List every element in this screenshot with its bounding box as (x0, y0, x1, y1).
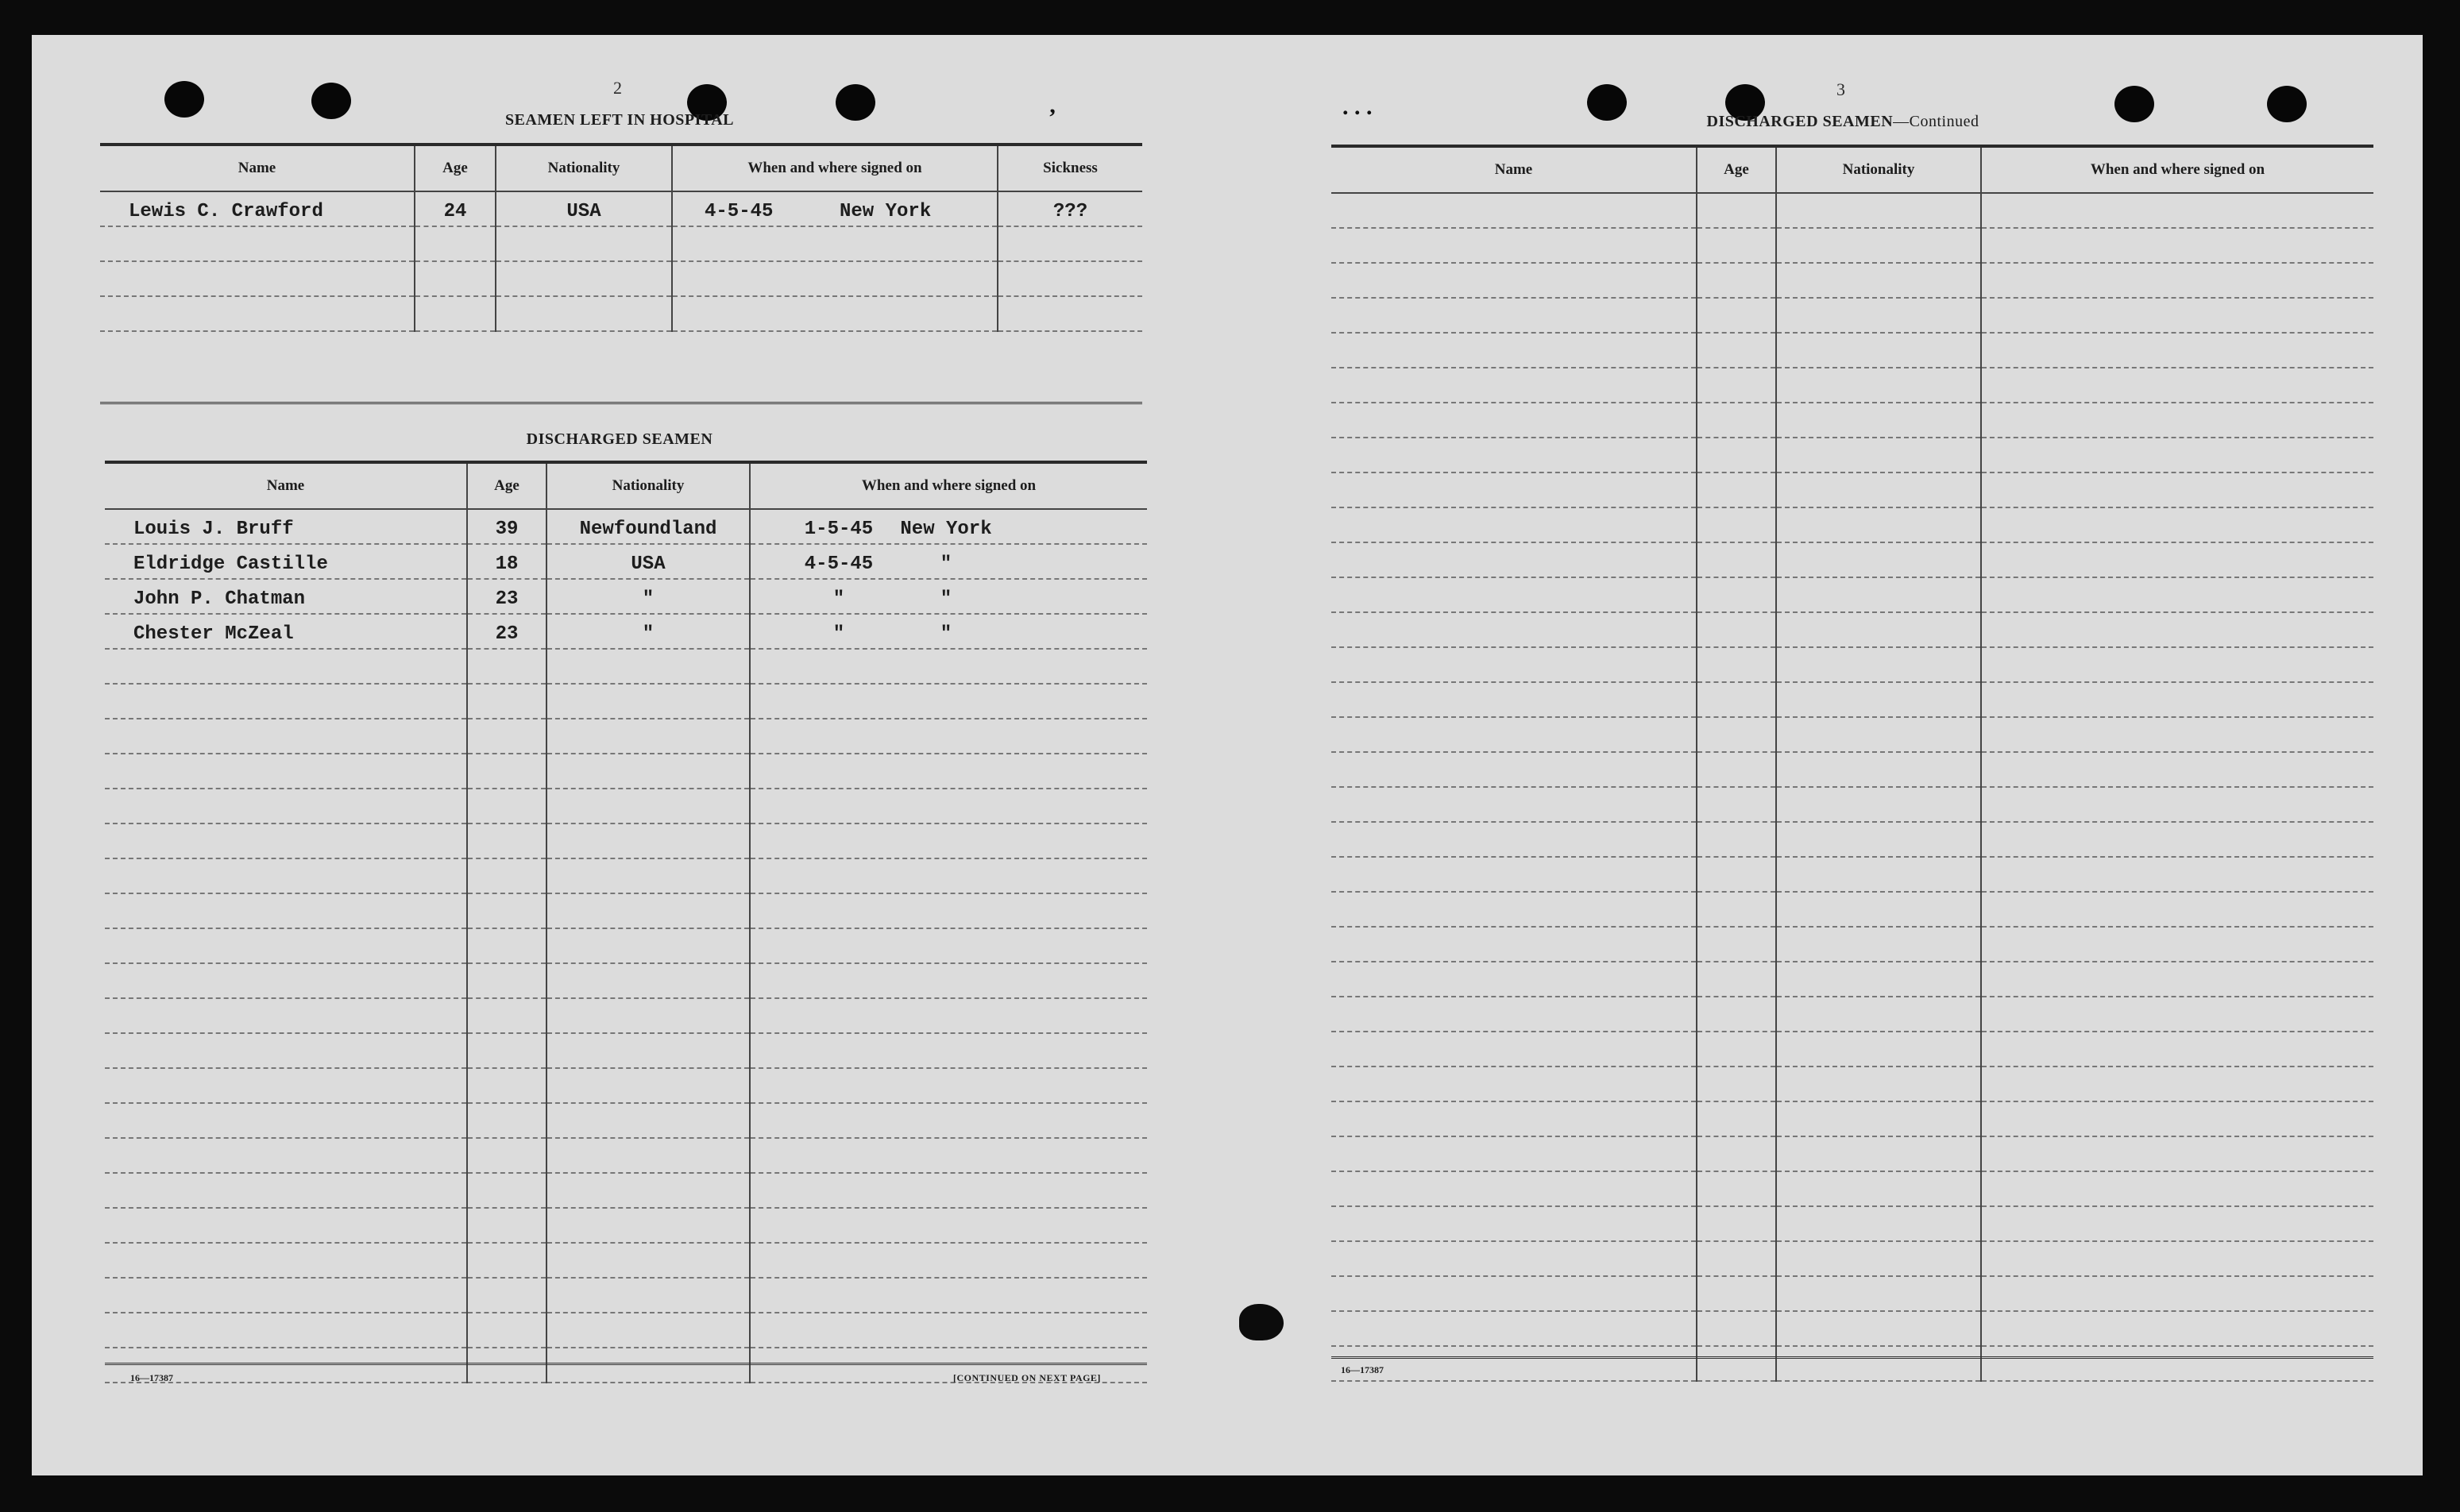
table-row (105, 509, 1147, 544)
table-row (1331, 997, 2373, 1032)
seaman-age: 18 (467, 544, 546, 579)
seaman-name: John P. Chatman (105, 579, 467, 614)
table-row (1331, 472, 2373, 507)
table-row (1331, 647, 2373, 682)
seaman-age: 39 (467, 509, 546, 544)
table-row (105, 998, 1147, 1033)
table-row (105, 824, 1147, 858)
header-age: Age (415, 145, 496, 191)
continued-note: [CONTINUED ON NEXT PAGE] (953, 1372, 1101, 1383)
seaman-age: 24 (415, 191, 496, 226)
hospital-section-title: SEAMEN LEFT IN HOSPITAL (504, 111, 735, 129)
form-number: 16—17387 (1341, 1364, 1384, 1375)
table-row (105, 579, 1147, 614)
signed-on-date: 4-5-45 (804, 554, 874, 575)
signed-on-cell (750, 544, 1147, 579)
table-row (1331, 857, 2373, 892)
table-row (105, 1173, 1147, 1208)
table-row (100, 261, 1142, 296)
scanned-document (32, 35, 2423, 1475)
table-row (1331, 1241, 2373, 1276)
header-nationality: Nationality (546, 462, 750, 509)
seaman-nationality: " (546, 579, 750, 614)
page-number: 2 (613, 78, 622, 98)
hospital-table-header (100, 145, 1142, 191)
seaman-nationality: USA (496, 191, 672, 226)
table-row (1331, 612, 2373, 647)
table-row (1331, 1136, 2373, 1171)
signed-on-place: " (940, 554, 952, 575)
punch-hole (164, 81, 204, 118)
table-row (105, 1103, 1147, 1138)
table-bottom-rule (105, 1363, 1147, 1365)
left-page (32, 35, 1223, 1475)
table-row (1331, 717, 2373, 752)
table-row (105, 928, 1147, 963)
table-row (105, 754, 1147, 789)
table-row (1331, 1171, 2373, 1206)
table-row (1331, 927, 2373, 962)
table-row (1331, 193, 2373, 228)
pen-mark: . . . (1342, 94, 1373, 120)
header-name: Name (1331, 146, 1697, 193)
table-row (1331, 403, 2373, 438)
table-row (105, 963, 1147, 998)
signed-on-cell (750, 614, 1147, 649)
ink-blot (1239, 1304, 1284, 1340)
header-nationality: Nationality (1776, 146, 1981, 193)
header-sickness: Sickness (998, 145, 1142, 191)
table-row (1331, 228, 2373, 263)
punch-hole (311, 83, 351, 119)
table-row (105, 1278, 1147, 1313)
header-age: Age (1697, 146, 1776, 193)
signed-on-place: " (940, 588, 952, 610)
table-row (1331, 1101, 2373, 1136)
section-title-suffix: —Continued (1893, 113, 1979, 130)
signed-on-place: New York (900, 519, 992, 540)
sickness: ??? (998, 191, 1142, 226)
discharged-section-title: DISCHARGED SEAMEN (526, 430, 713, 448)
table-row (105, 1033, 1147, 1068)
signed-on-date: " (832, 588, 845, 610)
discharged-continued-table (1331, 145, 2373, 1382)
signed-on-date: " (832, 623, 845, 645)
seaman-name: Eldridge Castille (105, 544, 467, 579)
punch-hole (1587, 84, 1627, 121)
table-row (105, 1068, 1147, 1103)
signed-on-date: 1-5-45 (804, 519, 874, 540)
header-age: Age (467, 462, 546, 509)
table-row (1331, 1311, 2373, 1346)
pen-mark: ‚ (1048, 92, 1056, 118)
discharged-table-header (105, 462, 1147, 509)
punch-hole (836, 84, 875, 121)
table-bottom-rule (100, 402, 1142, 404)
table-row (1331, 787, 2373, 822)
signed-on-place: New York (840, 201, 932, 222)
table-row (1331, 892, 2373, 927)
signed-on-cell (750, 509, 1147, 544)
discharged-table (105, 461, 1147, 1383)
header-nationality: Nationality (496, 145, 672, 191)
table-row (1331, 263, 2373, 298)
table-row (105, 1138, 1147, 1173)
table-row (1331, 1206, 2373, 1241)
form-number: 16—17387 (130, 1372, 173, 1383)
continued-table-header (1331, 146, 2373, 193)
signed-on-date: 4-5-45 (705, 201, 774, 222)
table-row (1331, 298, 2373, 333)
table-bottom-rule (1331, 1356, 2373, 1359)
seaman-nationality: Newfoundland (546, 509, 750, 544)
table-row (1331, 822, 2373, 857)
header-signed-on: When and where signed on (672, 145, 998, 191)
punch-hole (2267, 86, 2307, 122)
table-row (1331, 1276, 2373, 1311)
table-row (1331, 368, 2373, 403)
table-row (1331, 752, 2373, 787)
seaman-name: Louis J. Bruff (105, 509, 467, 544)
table-row (105, 789, 1147, 824)
signed-on-place: " (940, 623, 952, 645)
table-row (1331, 438, 2373, 472)
seaman-nationality: " (546, 614, 750, 649)
table-row (1331, 1066, 2373, 1101)
seaman-name: Chester McZeal (105, 614, 467, 649)
table-row (1331, 333, 2373, 368)
table-row (1331, 542, 2373, 577)
table-row (1331, 507, 2373, 542)
table-row (105, 719, 1147, 754)
header-signed-on: When and where signed on (750, 462, 1147, 509)
signed-on-cell (750, 579, 1147, 614)
table-row (1331, 1032, 2373, 1066)
table-row (1331, 1346, 2373, 1381)
header-name: Name (100, 145, 415, 191)
table-row (105, 649, 1147, 684)
seaman-age: 23 (467, 614, 546, 649)
table-row (105, 1208, 1147, 1243)
table-row (1331, 682, 2373, 717)
punch-hole (2114, 86, 2154, 122)
table-row (105, 544, 1147, 579)
header-signed-on: When and where signed on (1981, 146, 2373, 193)
discharged-continued-title (1636, 113, 2049, 131)
header-name: Name (105, 462, 467, 509)
table-row (100, 226, 1142, 261)
seaman-nationality: USA (546, 544, 750, 579)
right-page (1223, 35, 2423, 1475)
table-row (105, 1313, 1147, 1348)
table-row (100, 296, 1142, 331)
table-row (105, 893, 1147, 928)
seaman-age: 23 (467, 579, 546, 614)
hospital-table (100, 143, 1142, 332)
table-row (1331, 577, 2373, 612)
table-row (105, 1243, 1147, 1278)
table-row (105, 858, 1147, 893)
table-row (105, 614, 1147, 649)
table-row (100, 191, 1142, 226)
page-number: 3 (1836, 79, 1845, 99)
table-row (105, 684, 1147, 719)
section-title-main: DISCHARGED SEAMEN (1706, 113, 1894, 130)
table-row (1331, 962, 2373, 997)
signed-on-cell (672, 191, 998, 226)
seaman-name: Lewis C. Crawford (100, 191, 415, 226)
